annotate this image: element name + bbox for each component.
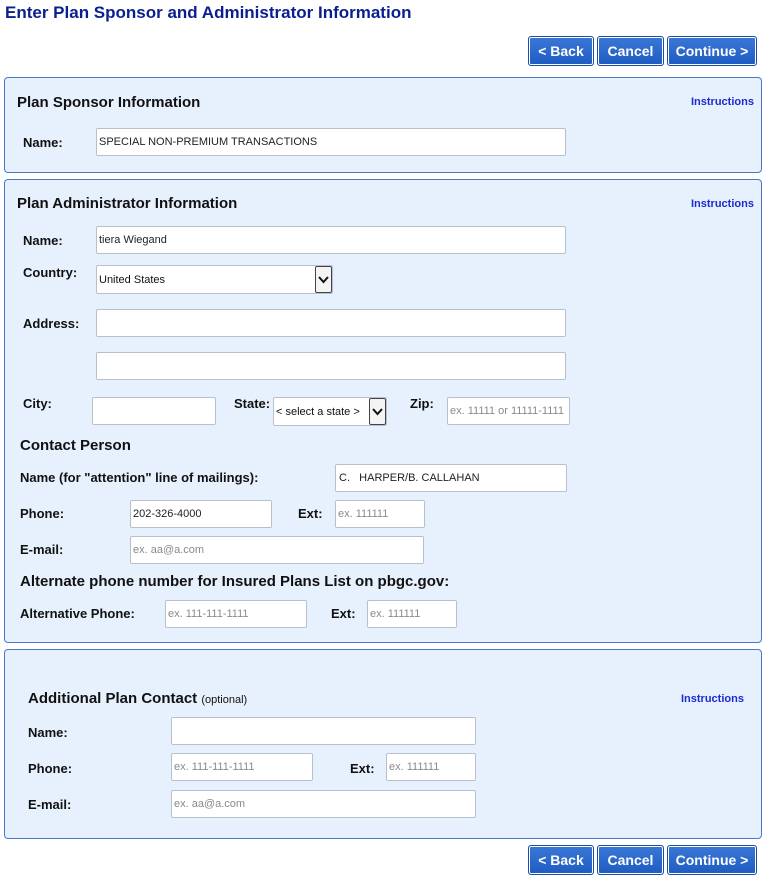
alternative-ext-label: Ext: [331,606,356,621]
city-input[interactable] [92,397,216,425]
alternative-phone-input[interactable] [165,600,307,628]
additional-contact-panel [4,649,762,839]
additional-name-label: Name: [28,725,68,740]
additional-ext-input[interactable] [386,753,476,781]
country-select-value: United States [99,273,166,286]
additional-phone-input[interactable] [171,753,313,781]
state-select[interactable] [273,397,387,426]
plan-sponsor-panel [4,77,762,173]
page-title: Enter Plan Sponsor and Administrator Information [5,3,412,22]
administrator-name-input[interactable] [96,226,566,254]
contact-ext-input[interactable] [335,500,425,528]
additional-email-label: E-mail: [28,797,72,812]
country-label: Country: [23,265,78,280]
cancel-button-bottom[interactable]: Cancel [597,845,664,875]
additional-phone-label: Phone: [28,761,73,776]
address-line-1-input[interactable] [96,309,566,337]
additional-contact-title [28,690,247,707]
additional-ext-label: Ext: [350,761,375,776]
additional-email-input[interactable] [171,790,476,818]
contact-email-input[interactable] [130,536,424,564]
contact-person-heading: Contact Person [20,437,131,454]
attention-name-label: Name (for "attention" line of mailings): [20,470,259,485]
contact-phone-label: Phone: [20,506,65,521]
plan-administrator-title: Plan Administrator Information [17,195,238,212]
sponsor-name-label: Name: [23,135,63,150]
plan-sponsor-title: Plan Sponsor Information [17,94,201,111]
contact-email-label: E-mail: [20,542,64,557]
alternative-ext-input[interactable] [367,600,457,628]
zip-label: Zip: [410,396,434,411]
contact-ext-label: Ext: [298,506,323,521]
back-button-top[interactable]: < Back [528,36,594,66]
sponsor-name-input[interactable] [96,128,566,156]
alternative-phone-label: Alternative Phone: [20,606,135,621]
address-line-2-input[interactable] [96,352,566,380]
administrator-instructions-link[interactable]: Instructions [691,198,754,210]
chevron-down-icon [369,398,386,425]
zip-input[interactable] [447,397,570,425]
administrator-name-label: Name: [23,233,63,248]
cancel-button-top[interactable]: Cancel [597,36,664,66]
plan-administrator-panel [4,179,762,643]
attention-name-input[interactable] [335,464,567,492]
optional-note: (optional) [201,694,248,706]
sponsor-instructions-link[interactable]: Instructions [691,96,754,108]
chevron-down-icon [315,266,332,293]
alternate-phone-heading: Alternate phone number for Insured Plans List on pbgc.gov: [20,573,450,590]
continue-button-bottom[interactable]: Continue > [667,845,757,875]
contact-phone-input[interactable] [130,500,272,528]
city-label: City: [23,396,52,411]
continue-button-top[interactable]: Continue > [667,36,757,66]
back-button-bottom[interactable]: < Back [528,845,594,875]
state-label: State: [234,396,271,411]
additional-contact-title-text: Additional Plan Contact [28,690,198,707]
country-select[interactable] [96,265,333,294]
additional-name-input[interactable] [171,717,476,745]
state-select-value: < select a state > [276,405,360,418]
additional-instructions-link[interactable]: Instructions [681,693,744,705]
address-label: Address: [23,316,80,331]
